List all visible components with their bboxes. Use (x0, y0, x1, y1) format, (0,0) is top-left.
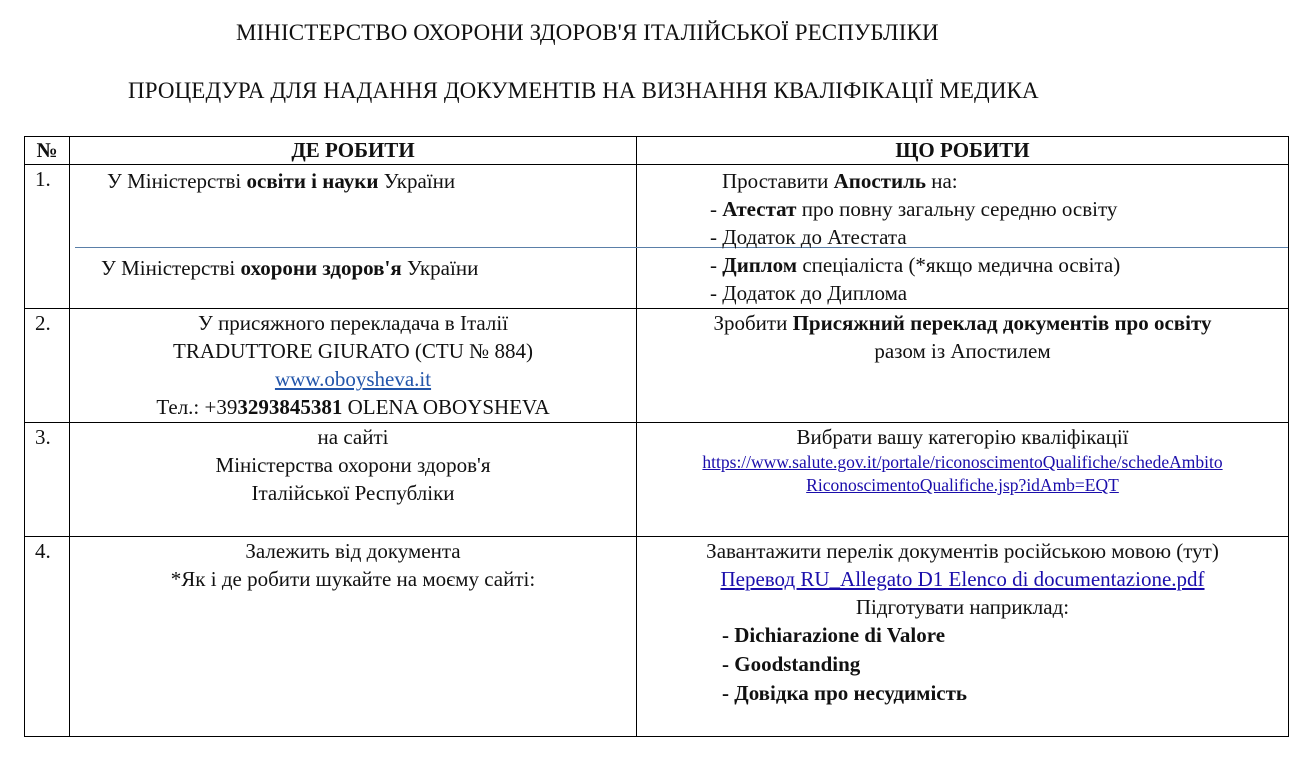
row-number: 2. (25, 309, 70, 423)
header-num: № (25, 137, 70, 165)
row1-where-b: У Міністерстві охорони здоров'я України (101, 256, 479, 280)
website-link[interactable]: www.oboysheva.it (274, 367, 432, 391)
row1-what-line: - Додаток до Диплома (710, 281, 908, 305)
row1-what-line: - Додаток до Атестата (710, 225, 907, 249)
row4-where-cell (70, 537, 637, 737)
table-header-row (25, 137, 1289, 165)
row1-what-line: - Атестат про повну загальну середню освіту (710, 197, 1118, 221)
list-item: - Goodstanding (722, 652, 861, 676)
row-number: 4. (25, 537, 70, 737)
table-row (25, 309, 1289, 423)
row4-what-cell (637, 537, 1289, 737)
page-subtitle: ПРОЦЕДУРА ДЛЯ НАДАННЯ ДОКУМЕНТІВ НА ВИЗНАННЯ КВАЛІФІКАЦІЇ МЕДИКА (128, 78, 1039, 103)
row2-where-line: У присяжного перекладача в Італії (197, 311, 509, 335)
row2-what-line: Зробити Присяжний переклад документів про освіту (713, 311, 1212, 335)
row1-where-a: У Міністерстві освіти і науки України (107, 169, 456, 193)
row4-what-line: Завантажити перелік документів російською мовою (тут) (706, 539, 1219, 563)
row3-where-line: на сайті (317, 425, 389, 449)
row2-what-line: разом із Апостилем (874, 339, 1051, 363)
row1-what-cell (637, 165, 1289, 309)
salute-link[interactable]: https://www.salute.gov.it/portale/riconoscimentoQualifiche/schedeAmbito RiconoscimentoQualifiche.jsp?idAmb=EQT (702, 452, 1223, 495)
row4-what-line: Підготувати наприклад: (855, 595, 1070, 619)
row2-where-cell (70, 309, 637, 423)
table-row (25, 537, 1289, 737)
row3-where-line: Італійської Республіки (251, 481, 455, 505)
row4-where-line: *Як і де робити шукайте на моєму сайті: (170, 567, 536, 591)
row2-where-line: TRADUTTORE GIURATO (CTU № 884) (173, 339, 533, 363)
row1-what-line: Проставити Апостиль на: (722, 169, 958, 193)
row2-what-cell (637, 309, 1289, 423)
row-number: 3. (25, 423, 70, 537)
procedure-table (24, 136, 1289, 737)
header-where: ДЕ РОБИТИ (70, 137, 637, 165)
page-title: МІНІСТЕРСТВО ОХОРОНИ ЗДОРОВ'Я ІТАЛІЙСЬКОЇ РЕСПУБЛІКИ (236, 20, 939, 45)
list-item: - Довідка про несудимість (722, 681, 968, 705)
row3-where-line: Міністерства охорони здоров'я (215, 453, 491, 477)
table-row (25, 165, 1289, 309)
row3-what-cell (637, 423, 1289, 537)
header-what: ЩО РОБИТИ (637, 137, 1289, 165)
row-number: 1. (25, 165, 70, 309)
row4-where-line: Залежить від документа (245, 539, 461, 563)
row3-what-line: Вибрати вашу категорію кваліфікації (796, 425, 1129, 449)
list-item: - Dichiarazione di Valore (722, 623, 946, 647)
table-row (25, 423, 1289, 537)
row1-what-line: - Диплом спеціаліста (*якщо медична освіта) (710, 253, 1121, 277)
row2-phone-line: Тел.: +393293845381 OLENA OBOYSHEVA (156, 395, 550, 419)
row1-where-cell (70, 165, 637, 309)
pdf-download-link[interactable]: Перевод RU_Allegato D1 Elenco di documentazione.pdf (720, 567, 1205, 591)
documents-list (637, 621, 1288, 708)
row3-where-cell (70, 423, 637, 537)
